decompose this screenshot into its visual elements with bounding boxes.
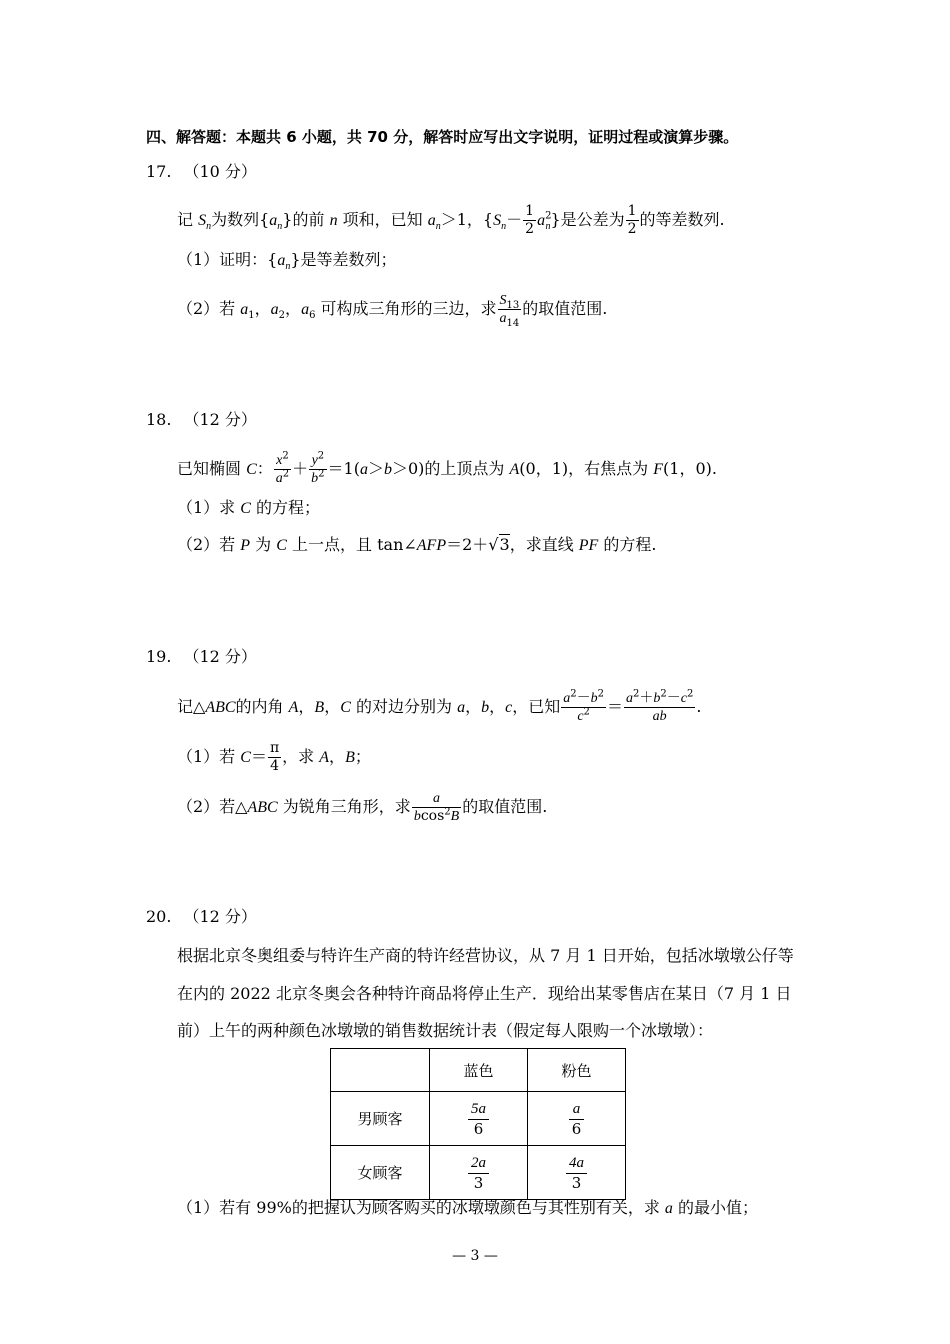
q17-part1: （1）证明：$\{a_n\}$是等差数列； [177,250,397,273]
q18-stem: 已知椭圆 C： $\frac{x^2}{a^2}$ ＋ $\frac{y^2}{b^2}$ ＝1(a＞b＞0)的上顶点为 A(0，1)，右焦点为 F(1，0). [177,450,717,486]
table-row [331,1146,626,1200]
fraction-left: $\frac{a^2-b^2}{c^2}$ [563,688,604,724]
q18-number: 18. [146,410,172,429]
table-row [331,1092,626,1146]
table-cell: $\frac{4a}{3}$ [528,1146,626,1200]
table-header-pink: 粉色 [528,1049,626,1092]
q19-stem: 记△ABC的内角 A，B，C 的对边分别为 a，b，c，已知 $\frac{a^2-b^2}{c^2}$ ＝ $\frac{a^2+b^2-c^2}{ab}$ . [177,688,702,724]
sales-table [330,1048,626,1200]
q18-part1: （1）求 C 的方程； [177,498,321,517]
q19-points: （12 分） [183,647,257,666]
table-header-blue: 蓝色 [430,1049,528,1092]
q19-header [146,647,257,667]
fraction-x2-over-a2: $\frac{x^2}{a^2}$ [275,450,290,486]
q20-para-line-2: 在内的 2022 北京冬奥会各种特许商品将停止生产．现给出某零售店在某日（7 月 1 日 [177,984,792,1003]
q20-points: （12 分） [183,907,257,926]
sqrt-symbol: √ [488,535,499,554]
table-corner-cell [331,1049,430,1092]
q20-para-line-3: 前）上午的两种颜色冰墩墩的销售数据统计表（假定每人限购一个冰墩墩）： [177,1021,714,1040]
q19-number: 19. [146,647,172,666]
fraction-right: $\frac{a^2+b^2-c^2}{ab}$ [626,688,694,724]
fraction-one-half: $\frac{1}{2}$ [627,203,637,237]
q18-points: （12 分） [183,410,257,429]
q17-points: （10 分） [183,162,257,181]
fraction-one-half: $\frac{1}{2}$ [525,203,535,237]
q20-number: 20. [146,907,172,926]
q19-part1: （1）若 C＝ $\frac{\pi}{4}$ ，求 A，B； [177,740,371,774]
q19-part2: （2）若△ABC 为锐角三角形，求 $\frac{a}{bcos^2B}$ 的取值范围. [177,791,548,824]
fraction-y2-over-b2: $\frac{y^2}{b^2}$ [311,450,325,486]
row-label-male: 男顾客 [331,1092,430,1146]
q20-header [146,907,257,927]
section-heading: 四、解答题：本题共 6 小题，共 70 分，解答时应写出文字说明，证明过程或演算步骤。 [146,128,739,146]
q17-part2: （2）若 $a_1$，$a_2$，$a_6$ 可构成三角形的三边，求 $\frac{S_{13}}{a_{14}}$ 的取值范围. [177,293,608,329]
q18-part2: （2）若 P 为 C 上一点，且 tan∠AFP＝2＋√3，求直线 PF 的方程. [177,535,657,554]
table-cell: $\frac{2a}{3}$ [430,1146,528,1200]
q20-para-line-1: 根据北京冬奥组委与特许生产商的特许经营协议，从 7 月 1 日开始，包括冰墩墩公仔等 [177,946,794,965]
q18-header [146,410,257,430]
q17-number: 17. [146,162,172,181]
q17-header [146,162,257,182]
q17-stem: 记 $S_n$为数列$\{a_n\}$的前 n 项和，已知 $a_n>1$，{$S_n-$ $\frac{1}{2}$ $a^2_n$}是公差为 $\frac{1}{2}$ 的等差数列. [177,203,725,237]
table-cell: $\frac{a}{6}$ [528,1092,626,1146]
table-cell: $\frac{5a}{6}$ [430,1092,528,1146]
fraction-s13-over-a14: $\frac{S_{13}}{a_{14}}$ [499,293,520,329]
row-label-female: 女顾客 [331,1146,430,1200]
fraction-pi-over-4: $\frac{\pi}{4}$ [269,740,280,774]
table-header-row [331,1049,626,1092]
page-number: — 3 — [452,1248,498,1264]
fraction-a-over-bcos2b: $\frac{a}{bcos^2B}$ [413,791,460,824]
q20-part1: （1）若有 99%的把握认为顾客购买的冰墩墩颜色与其性别有关，求 a 的最小值； [177,1198,759,1217]
